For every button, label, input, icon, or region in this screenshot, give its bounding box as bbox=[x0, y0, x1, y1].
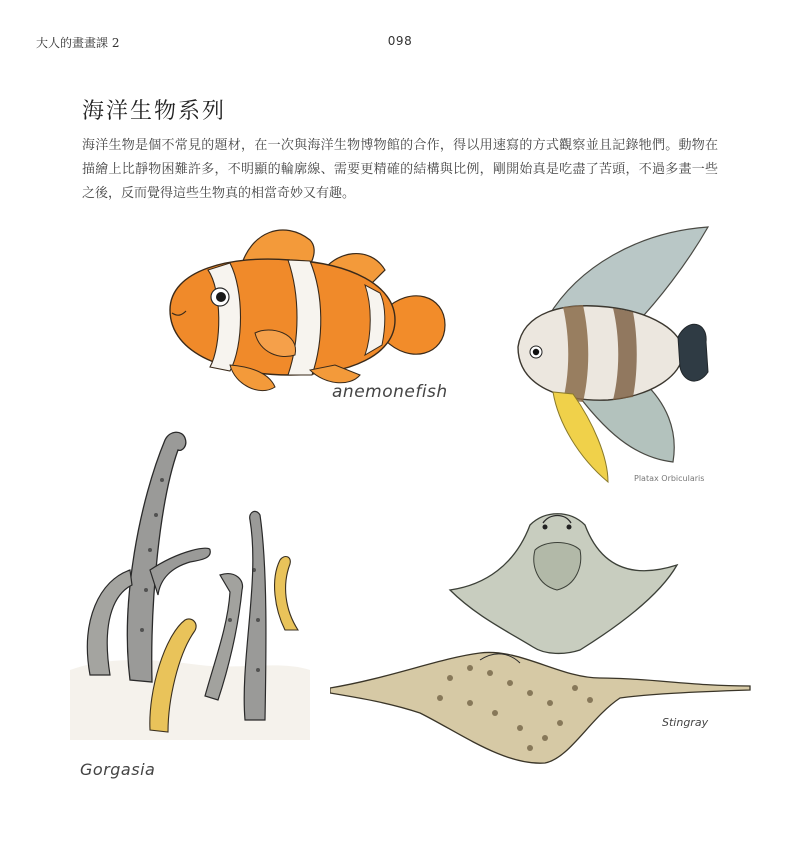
stingray-caption: Stingray bbox=[662, 716, 709, 729]
clownfish-caption: anemonefish bbox=[332, 382, 448, 402]
ray-illustration bbox=[445, 505, 685, 655]
gorgasia-caption: Gorgasia bbox=[80, 760, 156, 779]
stingray-illustration bbox=[330, 638, 755, 768]
running-header: 大人的畫畫課 2 bbox=[36, 36, 120, 50]
page-number: 098 bbox=[387, 34, 413, 48]
batfish-caption: Platax Orbicularis bbox=[634, 474, 705, 483]
batfish-illustration bbox=[508, 222, 713, 487]
clownfish-illustration bbox=[160, 215, 455, 405]
garden-eel-illustration bbox=[70, 420, 310, 740]
section-title: 海洋生物系列 bbox=[82, 99, 227, 124]
body-paragraph: 海洋生物是個不常見的題材，在一次與海洋生物博物館的合作，得以用速寫的方式觀察並且記錄牠們。動物在描繪上比靜物困難許多，不明顯的輪廓線、需要更精確的結構與比例，剛開始真是吃盡了苦頭，不過多畫一些之後，反而覺得這些生物真的相當奇妙又有趣。 bbox=[82, 138, 718, 201]
